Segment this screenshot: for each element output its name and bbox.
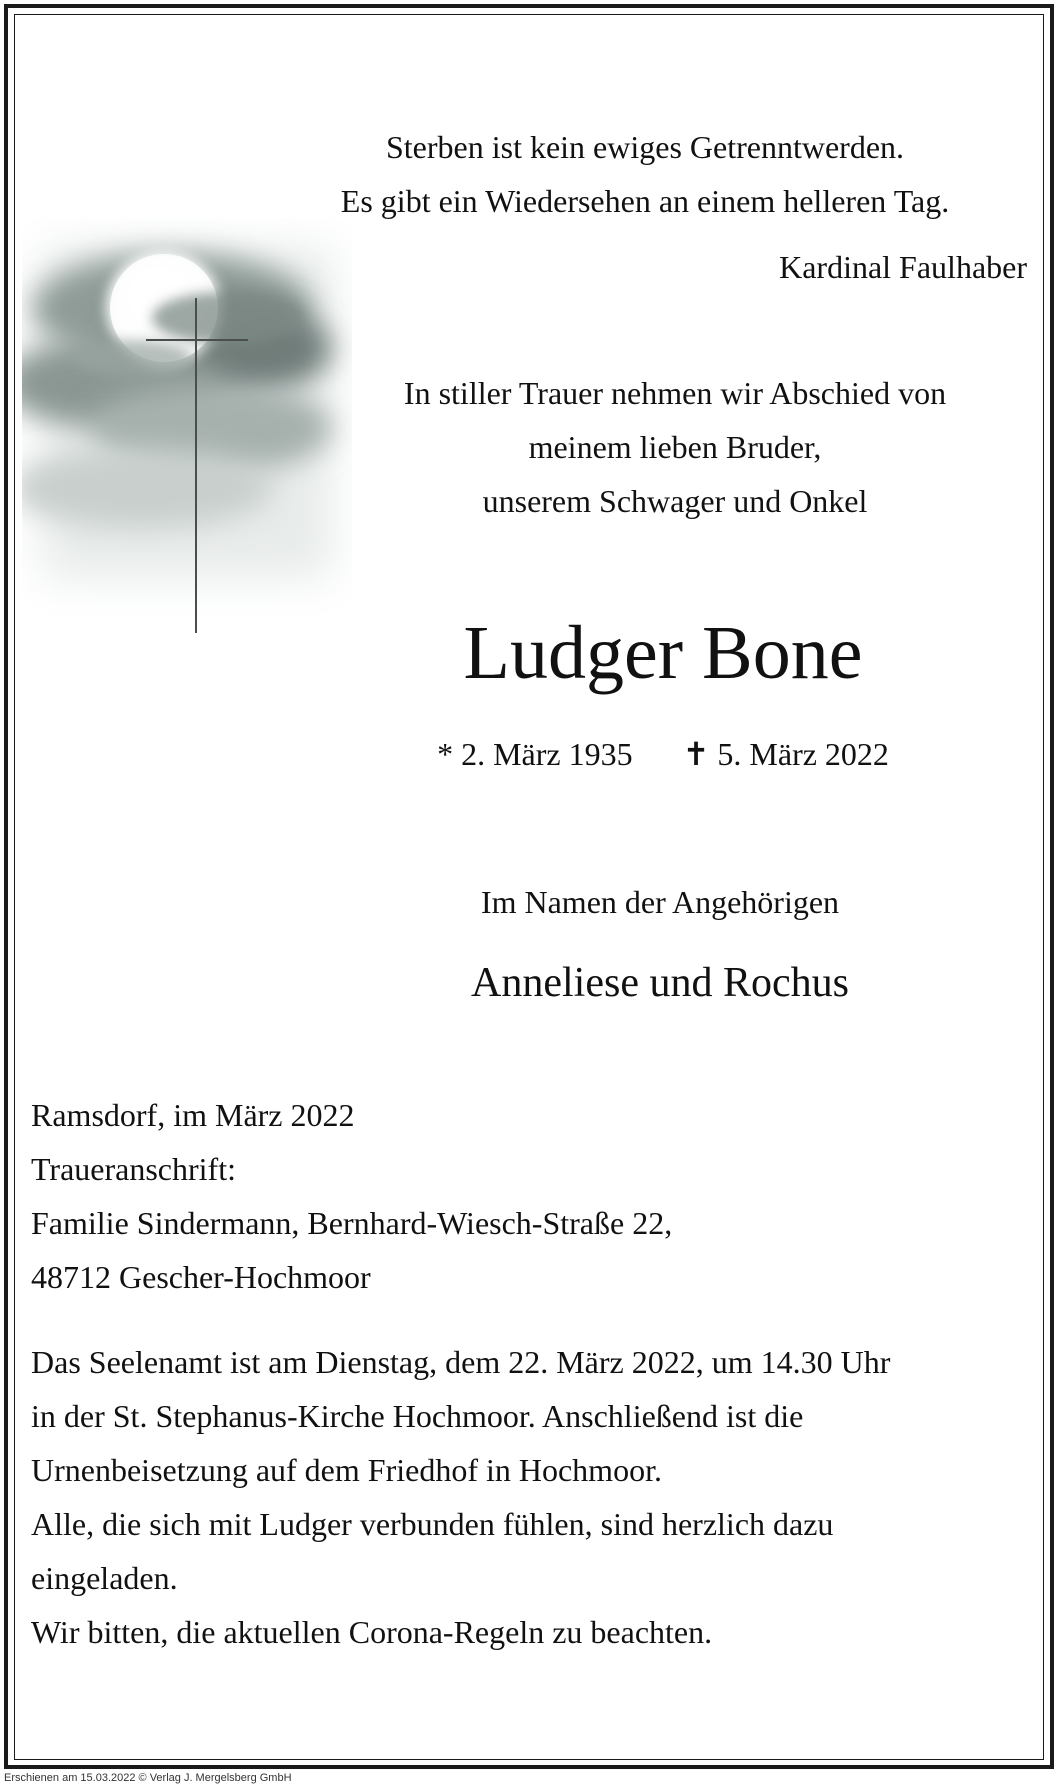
- death-date: ✝ 5. März 2022: [682, 736, 889, 772]
- intro-text: [330, 366, 1020, 528]
- intro-line: meinem lieben Bruder,: [528, 429, 822, 465]
- birth-date: * 2. März 1935: [437, 736, 633, 772]
- intro-line: unserem Schwager und Onkel: [482, 483, 868, 519]
- service-line: Wir bitten, die aktuellen Corona-Regeln zu beachten.: [31, 1614, 713, 1650]
- service-line: Das Seelenamt ist am Dienstag, dem 22. März 2022, um 14.30 Uhr: [31, 1344, 891, 1380]
- family-label: Im Namen der Angehörigen: [480, 884, 840, 920]
- service-line: in der St. Stephanus-Kirche Hochmoor. Anschließend ist die: [31, 1398, 804, 1434]
- quote-line: Es gibt ein Wiedersehen an einem helleren Tag.: [340, 183, 950, 219]
- quote-line: Sterben ist kein ewiges Getrenntwerden.: [385, 129, 905, 165]
- quote: [280, 120, 1010, 228]
- service-line: eingeladen.: [31, 1560, 178, 1596]
- publication-footer: Erschienen am 15.03.2022 © Verlag J. Mergelsberg GmbH: [4, 1772, 292, 1784]
- quote-author: Kardinal Faulhaber: [779, 249, 1027, 285]
- address-line: Ramsdorf, im März 2022: [31, 1097, 355, 1133]
- service-block: [31, 1335, 1031, 1659]
- service-line: Alle, die sich mit Ludger verbunden fühlen, sind herzlich dazu: [31, 1506, 834, 1542]
- family-names: Anneliese und Rochus: [471, 960, 849, 1006]
- address-block: [31, 1088, 1031, 1304]
- moon-cross-icon: [22, 218, 352, 638]
- intro-line: In stiller Trauer nehmen wir Abschied von: [403, 375, 947, 411]
- address-line: Traueranschrift:: [31, 1151, 236, 1187]
- address-line: Familie Sindermann, Bernhard-Wiesch-Straße 22,: [31, 1205, 673, 1241]
- address-line: 48712 Gescher-Hochmoor: [31, 1259, 371, 1295]
- service-line: Urnenbeisetzung auf dem Friedhof in Hochmoor.: [31, 1452, 662, 1488]
- deceased-name: Ludger Bone: [463, 611, 863, 695]
- life-dates: [330, 732, 996, 776]
